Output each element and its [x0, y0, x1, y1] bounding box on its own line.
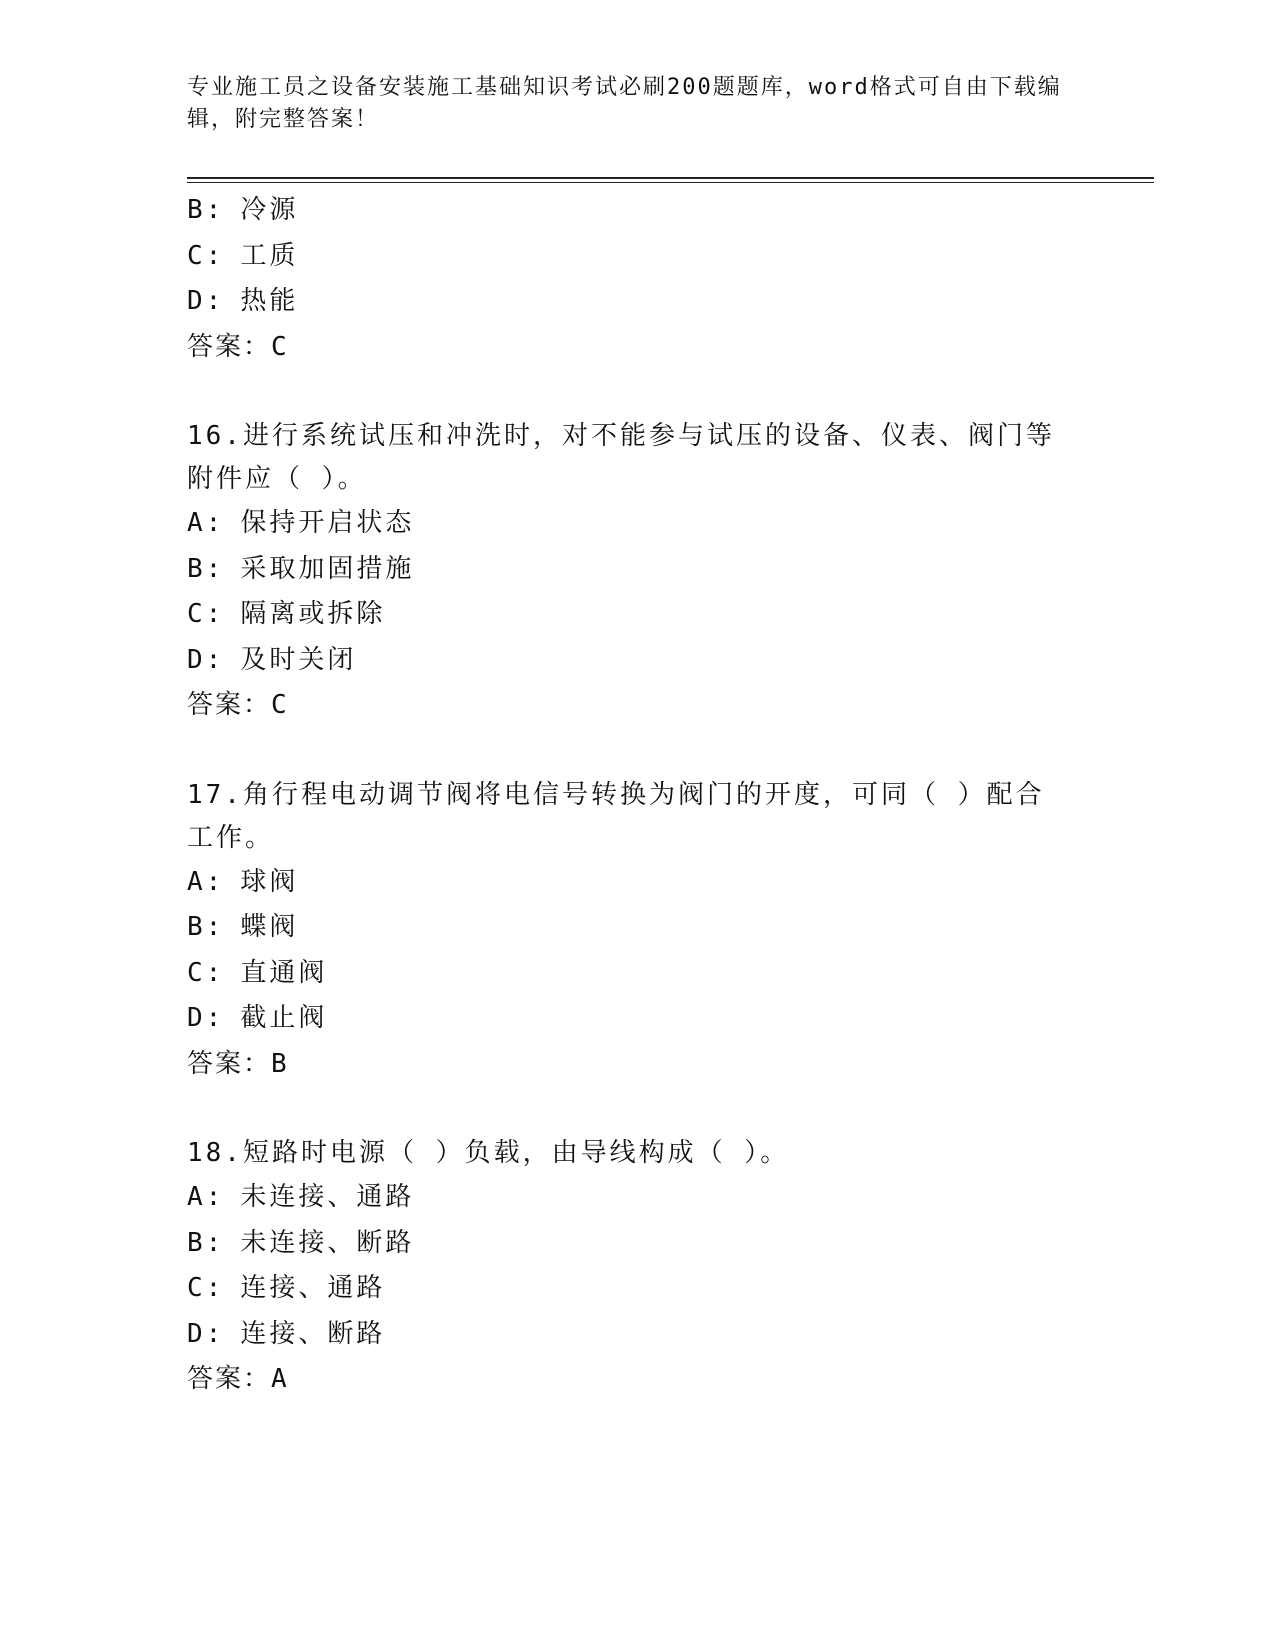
option-a — [187, 501, 1087, 547]
option-letter: D: — [187, 644, 225, 675]
header-divider-thick — [187, 177, 1154, 179]
option-letter: B: — [187, 553, 225, 584]
option-text: 蝶阀 — [240, 912, 299, 942]
option-c — [187, 592, 1087, 638]
question-content — [187, 188, 1087, 1403]
answer-line: 答案：C — [187, 690, 289, 720]
option-letter: C: — [187, 599, 225, 629]
answer-line: 答案：C — [187, 331, 289, 362]
option-c — [187, 1266, 1087, 1312]
answer-line: 答案：A — [187, 1364, 289, 1394]
answer-line: 答案：B — [187, 1048, 289, 1079]
option-letter: C: — [187, 1273, 225, 1303]
option-text: 截止阀 — [240, 1003, 328, 1033]
option-text: 未连接、断路 — [240, 1227, 415, 1258]
option-text: 工质 — [240, 240, 299, 271]
option-d — [187, 1312, 1087, 1358]
option-text: 冷源 — [240, 195, 299, 225]
document-header: 专业施工员之设备安装施工基础知识考试必刷200题题库，word格式可自由下载编辑，附完整答案！ — [187, 75, 1062, 132]
question-17 — [187, 774, 1087, 1088]
option-text: 及时关闭 — [240, 644, 357, 675]
option-letter: D: — [187, 286, 225, 316]
option-b — [187, 1221, 1087, 1267]
option-letter: B: — [187, 1227, 225, 1258]
option-b — [187, 188, 1087, 234]
option-letter: D: — [187, 1318, 225, 1349]
question-15-continued — [187, 188, 1087, 370]
option-text: 保持开启状态 — [240, 508, 415, 538]
option-text: 连接、断路 — [240, 1318, 386, 1349]
header-divider-thin — [187, 182, 1154, 183]
question-text: 18.短路时电源（ ）负载，由导线构成（ ）。 — [187, 1138, 790, 1168]
option-letter: D: — [187, 1003, 225, 1033]
option-text: 未连接、通路 — [240, 1182, 415, 1212]
option-letter: B: — [187, 912, 225, 942]
option-d — [187, 638, 1087, 684]
option-text: 直通阀 — [240, 957, 328, 988]
spacer — [187, 1087, 1087, 1132]
option-text: 隔离或拆除 — [240, 599, 386, 629]
option-letter: A: — [187, 508, 225, 538]
option-letter: C: — [187, 957, 225, 988]
option-letter: C: — [187, 240, 225, 271]
spacer — [187, 729, 1087, 774]
option-b — [187, 547, 1087, 593]
option-a — [187, 1175, 1087, 1221]
option-letter: A: — [187, 1182, 225, 1212]
option-text: 连接、通路 — [240, 1273, 386, 1303]
option-letter: B: — [187, 195, 225, 225]
question-18 — [187, 1132, 1087, 1403]
option-b — [187, 905, 1087, 951]
question-text: 17.角行程电动调节阀将电信号转换为阀门的开度，可同（ ）配合工作。 — [187, 779, 1045, 853]
spacer — [187, 370, 1087, 415]
option-text: 热能 — [240, 286, 299, 316]
option-d — [187, 996, 1087, 1042]
question-text: 16.进行系统试压和冲洗时，对不能参与试压的设备、仪表、阀门等附件应（ ）。 — [187, 421, 1055, 494]
option-letter: A: — [187, 866, 225, 897]
option-c — [187, 234, 1087, 280]
option-c — [187, 951, 1087, 997]
option-text: 球阀 — [240, 866, 299, 897]
option-d — [187, 279, 1087, 325]
question-16 — [187, 415, 1087, 729]
option-a — [187, 860, 1087, 906]
option-text: 采取加固措施 — [240, 553, 415, 584]
